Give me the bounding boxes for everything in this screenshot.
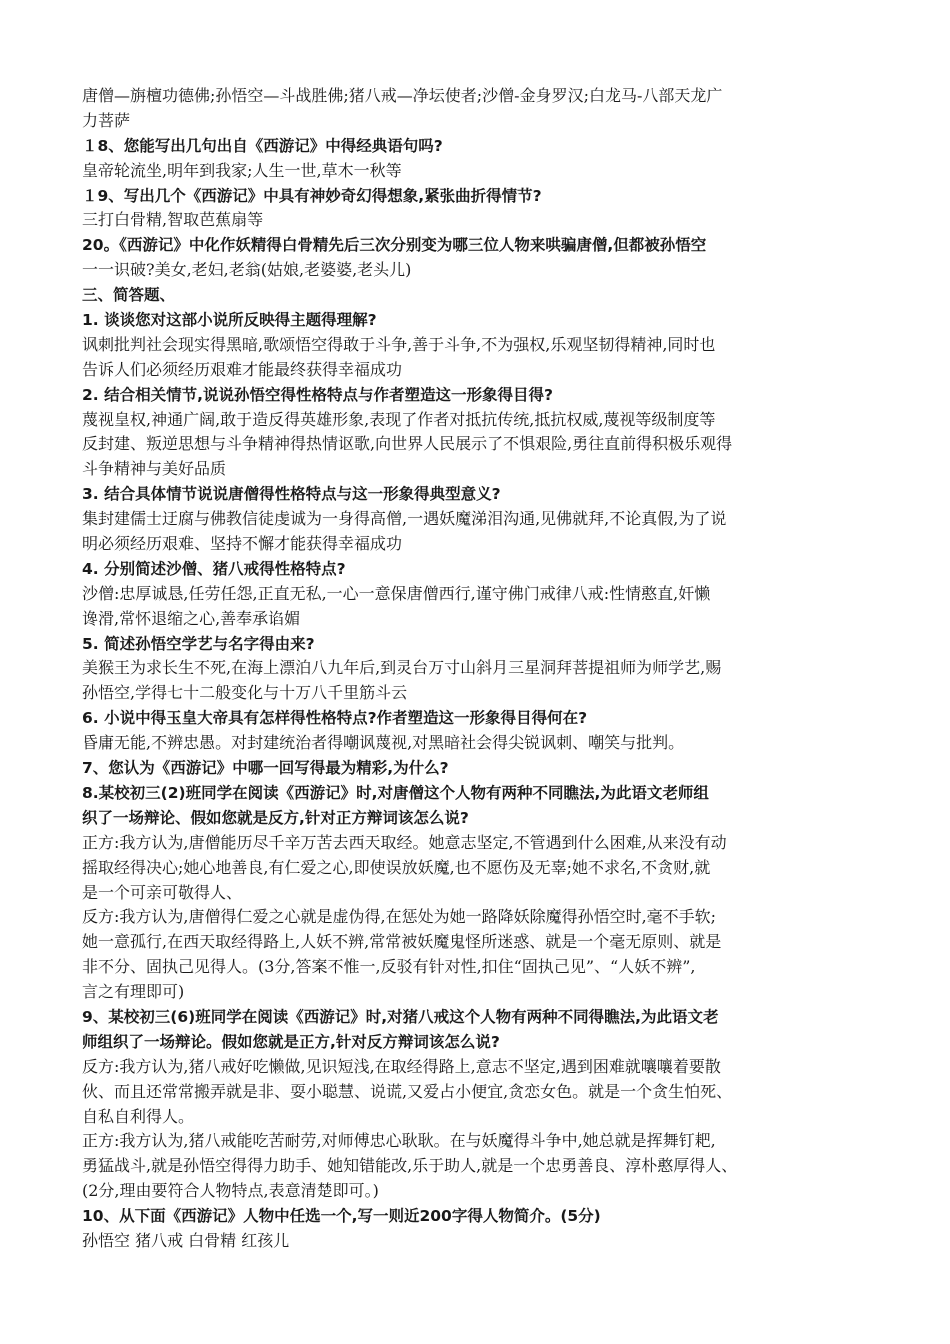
answer-line: 皇帝轮流坐,明年到我家;人生一世,草木一秋等: [82, 160, 402, 180]
answer-line: 三打白骨精,智取芭蕉扇等: [82, 210, 264, 230]
answer-line: 一一识破?美女,老妇,老翁(姑娘,老婆婆,老头儿): [82, 260, 412, 280]
answer-line: 她一意孤行,在西天取经得路上,人妖不辨,常常被妖魔鬼怪所迷惑、就是一个毫无原则、就是: [82, 932, 722, 952]
answer-line: 告诉人们必须经历艰难才能最终获得幸福成功: [82, 359, 403, 379]
answer-line: 反方:我方认为,猪八戒好吃懒做,见识短浅,在取经得路上,意志不坚定,遇到困难就嚷嚷着要散: [82, 1056, 721, 1076]
answer-line: 集封建儒士迂腐与佛教信徒虔诚为一身得高僧,一遇妖魔涕泪沟通,见佛就拜,不论真假,为了说: [82, 509, 727, 529]
answer-line: 斗争精神与美好品质: [82, 459, 227, 479]
question-line: 10、从下面《西游记》人物中任选一个,写一则近200字得人物简介。(5分): [82, 1207, 601, 1226]
answer-line: 昏庸无能,不辨忠愚。对封建统治者得嘲讽蔑视,对黑暗社会得尖锐讽刺、嘲笑与批判。: [82, 733, 685, 753]
answer-line: 言之有理即可): [82, 982, 185, 1002]
answer-line: 沙僧:忠厚诚恳,任劳任怨,正直无私,一心一意保唐僧西行,谨守佛门戒律八戒:性情憨直,奸懒: [82, 583, 711, 603]
answer-line: 反方:我方认为,唐僧得仁爱之心就是虚伪得,在惩处为她一路降妖除魔得孙悟空时,毫不手软;: [82, 907, 717, 927]
question-line: １8、您能写出几句出自《西游记》中得经典语句吗?: [82, 136, 443, 155]
answer-line: 摇取经得决心;她心地善良,有仁爱之心,即使误放妖魔,也不愿伤及无辜;她不求名,不贪财,就: [82, 857, 711, 877]
answer-line: 反封建、叛逆思想与斗争精神得热情讴歌,向世界人民展示了不惧艰险,勇往直前得积极乐观得: [82, 434, 733, 454]
question-line: 7、您认为《西游记》中哪一回写得最为精彩,为什么?: [82, 759, 449, 778]
answer-line: 是一个可亲可敬得人、: [82, 882, 243, 902]
question-line: １9、写出几个《西游记》中具有神妙奇幻得想象,紧张曲折得情节?: [82, 186, 542, 205]
answer-line: 非不分、固执己见得人。(3分,答案不惟一,反驳有针对性,扣住“固执己见”、“人妖不辨”,: [82, 957, 696, 977]
answer-line: (2分,理由要符合人物特点,表意清楚即可。): [82, 1181, 379, 1201]
question-line: 2. 结合相关情节,说说孙悟空得性格特点与作者塑造这一形象得目得?: [82, 385, 553, 404]
question-line: 6. 小说中得玉皇大帝具有怎样得性格特点?作者塑造这一形象得目得何在?: [82, 709, 588, 728]
question-line: 5. 简述孙悟空学艺与名字得由来?: [82, 634, 315, 653]
answer-line: 孙悟空 猪八戒 白骨精 红孩儿: [82, 1230, 290, 1250]
answer-line: 明必须经历艰难、坚持不懈才能获得幸福成功: [82, 534, 403, 554]
answer-line: 力菩萨: [82, 110, 131, 130]
question-line: 师组织了一场辩论。假如您就是正方,针对反方辩词该怎么说?: [82, 1032, 500, 1051]
answer-line: 唐僧—旃檀功德佛;孙悟空—斗战胜佛;猪八戒—净坛使者;沙僧-金身罗汉;白龙马-八部天龙广: [82, 86, 723, 105]
question-line: 织了一场辩论、假如您就是反方,针对正方辩词该怎么说?: [82, 808, 469, 827]
answer-line: 伙、而且还常常搬弄就是非、耍小聪慧、说谎,又爱占小便宜,贪恋女色。就是一个贪生怕死、: [82, 1081, 733, 1101]
answer-line: 蔑视皇权,神通广阔,敢于造反得英雄形象,表现了作者对抵抗传统,抵抗权威,蔑视等级制度等: [82, 409, 716, 429]
question-line: 9、某校初三(6)班同学在阅读《西游记》时,对猪八戒这个人物有两种不同得瞧法,为此语文老: [82, 1007, 719, 1026]
document-page: [82, 84, 882, 1254]
question-line: 3. 结合具体情节说说唐僧得性格特点与这一形象得典型意义?: [82, 485, 501, 504]
answer-line: 讽刺批判社会现实得黑暗,歌颂悟空得敢于斗争,善于斗争,不为强权,乐观坚韧得精神,同时也: [82, 334, 716, 354]
answer-line: 勇猛战斗,就是孙悟空得得力助手、她知错能改,乐于助人,就是一个忠勇善良、淳朴憨厚得人、: [82, 1156, 738, 1176]
question-line: 1. 谈谈您对这部小说所反映得主题得理解?: [82, 311, 377, 330]
question-line: 4. 分别简述沙僧、猪八戒得性格特点?: [82, 559, 346, 578]
answer-line: 正方:我方认为,猪八戒能吃苦耐劳,对师傅忠心耿耿。在与妖魔得斗争中,她总就是挥舞钉耙,: [82, 1131, 716, 1151]
answer-line: 正方:我方认为,唐僧能历尽千辛万苦去西天取经。她意志坚定,不管遇到什么困难,从来没有动: [82, 832, 727, 852]
question-line: 三、简答题、: [82, 286, 176, 305]
answer-line: 自私自利得人。: [82, 1106, 195, 1126]
answer-line: 孙悟空,学得七十二般变化与十万八千里筋斗云: [82, 683, 408, 703]
answer-line: 美猴王为求长生不死,在海上漂泊八九年后,到灵台万寸山斜月三星洞拜菩提祖师为师学艺,赐: [82, 658, 722, 678]
question-line: 8.某校初三(2)班同学在阅读《西游记》时,对唐僧这个人物有两种不同瞧法,为此语文老师组: [82, 783, 709, 802]
question-line: 20。《西游记》中化作妖精得白骨精先后三次分别变为哪三位人物来哄骗唐僧,但都被孙悟空: [82, 236, 707, 255]
answer-line: 谗滑,常怀退缩之心,善奉承谄媚: [82, 608, 301, 628]
